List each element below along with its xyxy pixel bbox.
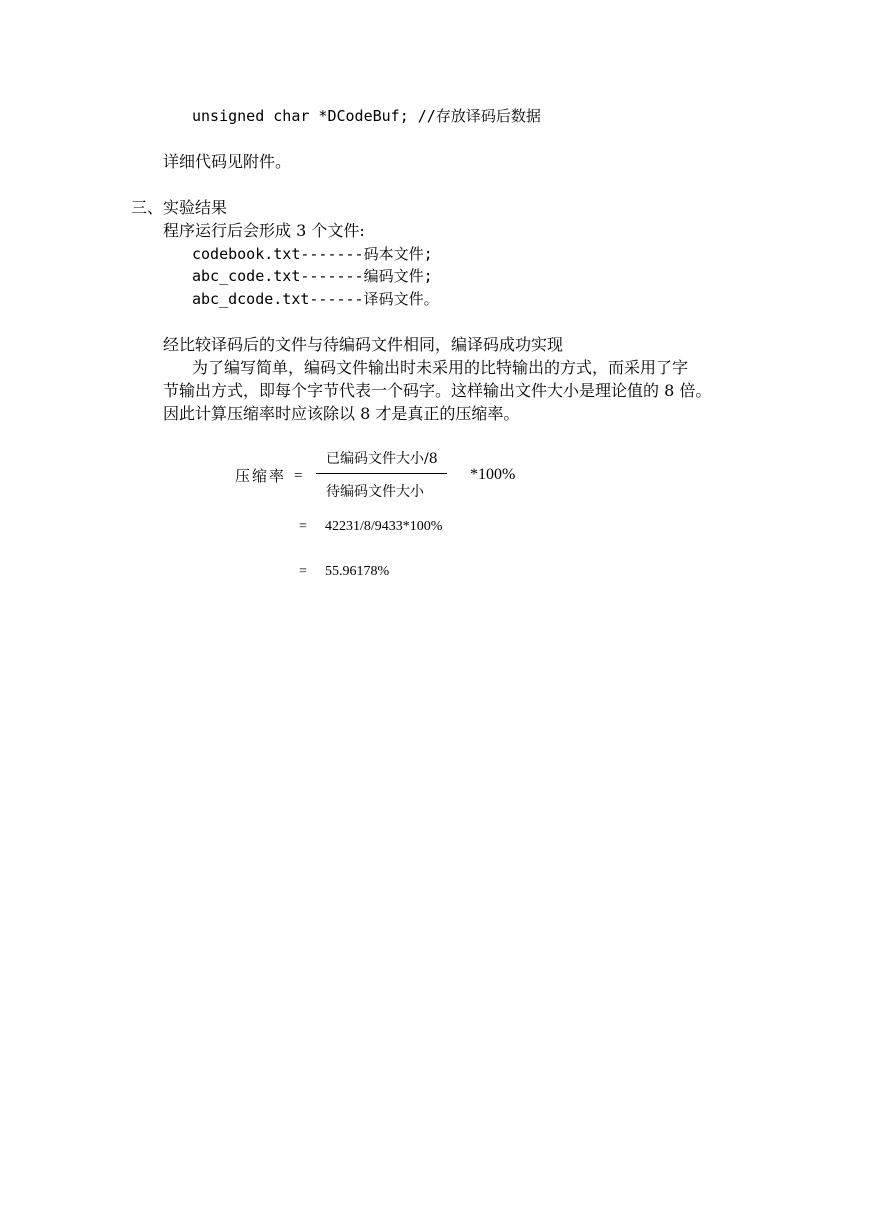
- formula-label: 压缩率: [235, 467, 287, 485]
- formula-step2-value: 55.96178%: [325, 564, 390, 579]
- compare-result-text: 经比较译码后的文件与待编码文件相同，编译码成功实现: [163, 335, 564, 354]
- file-item-abc-code: abc_code.txt-------编码文件;: [192, 267, 433, 285]
- formula-multiplier: *100%: [470, 466, 516, 483]
- paragraph-line-2: 节输出方式，即每个字节代表一个码字。这样输出文件大小是理论值的 8 倍。: [163, 381, 712, 400]
- formula-denominator: 待编码文件大小: [326, 484, 424, 500]
- formula-numerator: 已编码文件大小/8: [326, 451, 438, 467]
- file-item-codebook: codebook.txt-------码本文件;: [192, 245, 433, 263]
- formula-step1-value: 42231/8/9433*100%: [325, 519, 443, 534]
- code-line: unsigned char *DCodeBuf; //存放译码后数据: [192, 107, 541, 125]
- see-attachment-text: 详细代码见附件。: [163, 152, 292, 171]
- formula-equals: =: [294, 468, 303, 484]
- file-item-abc-dcode: abc_dcode.txt------译码文件。: [192, 290, 439, 308]
- fraction-bar: [316, 473, 447, 474]
- paragraph-line-3: 因此计算压缩率时应该除以 8 才是真正的压缩率。: [163, 404, 520, 423]
- paragraph-line-1: 为了编写简单，编码文件输出时未采用的比特输出的方式，而采用了字: [192, 358, 689, 377]
- files-intro: 程序运行后会形成 3 个文件:: [163, 221, 365, 240]
- section-heading: 三、实验结果: [131, 198, 228, 217]
- formula-step2-equals: =: [299, 564, 307, 579]
- formula-step1-equals: =: [299, 519, 307, 534]
